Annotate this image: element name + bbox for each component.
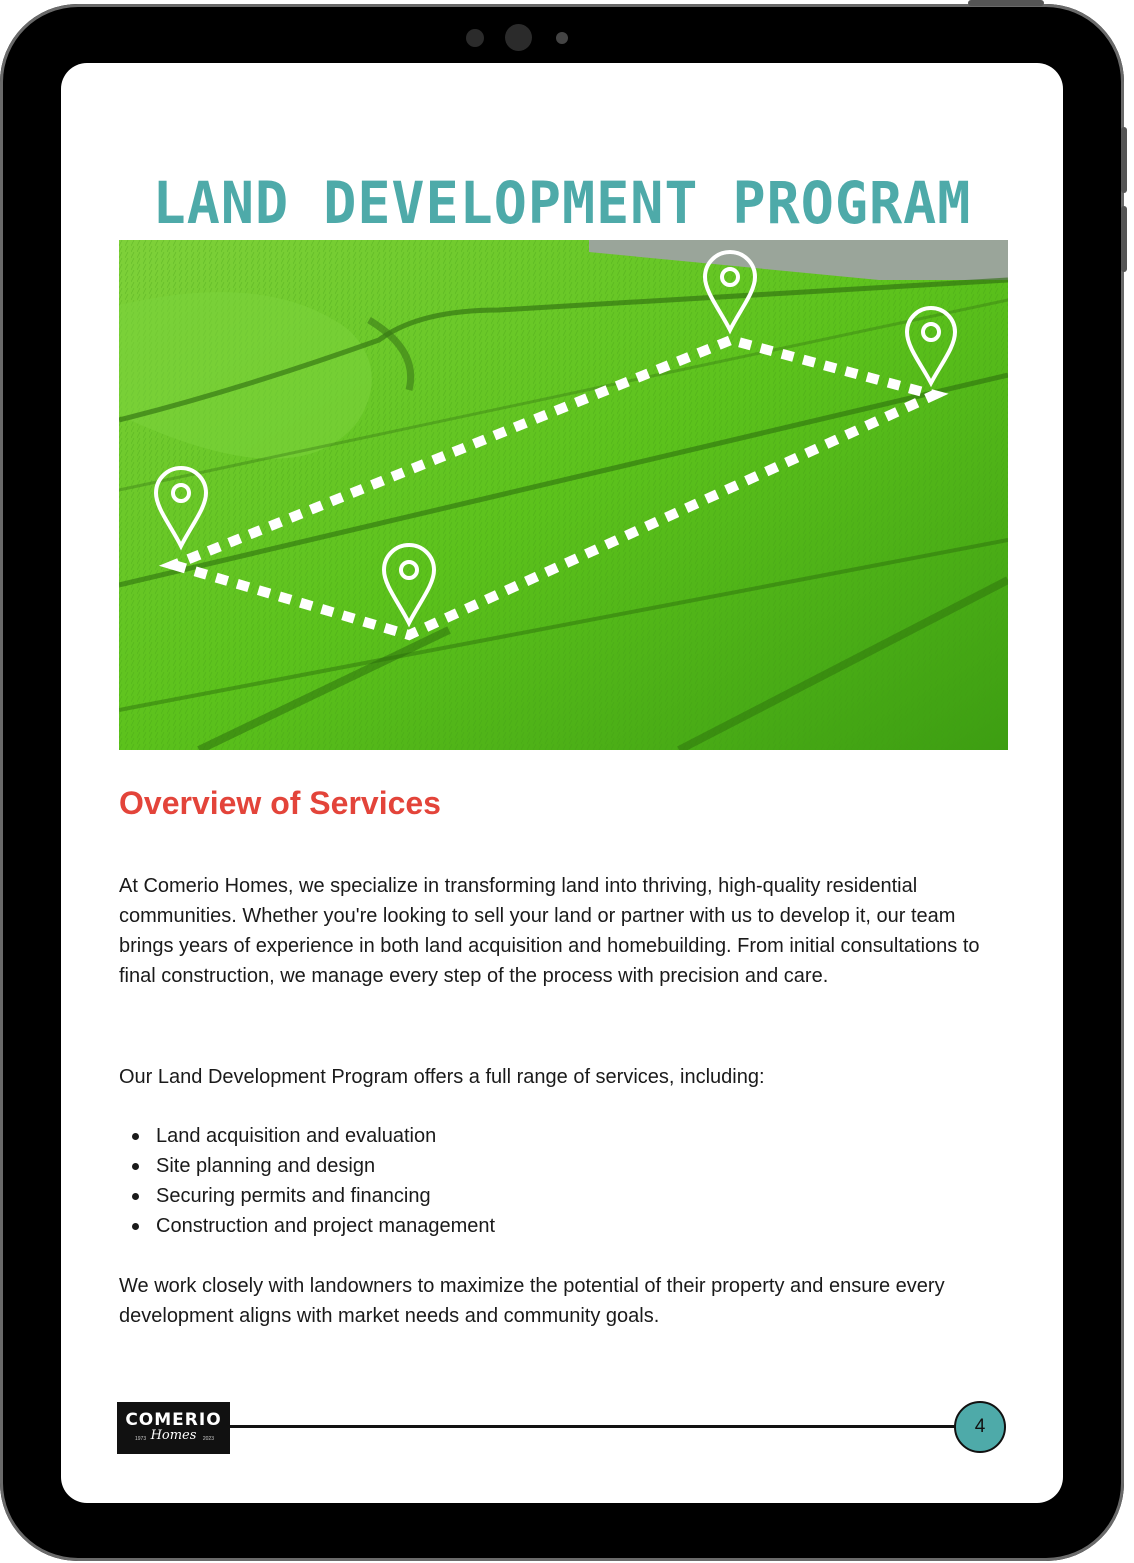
camera-lens-icon: [556, 32, 568, 44]
company-logo: [117, 1402, 230, 1454]
footer-divider: [229, 1425, 959, 1428]
logo-year-left: 1973: [135, 1436, 147, 1442]
hero-image-rice-field: [119, 240, 1008, 750]
section-heading: Overview of Services: [119, 785, 441, 821]
logo-year-right: 2023: [202, 1436, 214, 1442]
list-item: Securing permits and financing: [119, 1181, 495, 1211]
page-number-badge: 4: [954, 1401, 1006, 1453]
sensor-dot: [466, 29, 484, 47]
power-button: [968, 0, 1044, 6]
logo-script: Homes: [150, 1428, 197, 1443]
volume-down-button: [1121, 206, 1127, 272]
services-list: [119, 1121, 495, 1241]
list-item: Site planning and design: [119, 1151, 495, 1181]
logo-name: COMERIO: [125, 1410, 222, 1430]
intro-paragraph: At Comerio Homes, we specialize in transforming land into thriving, high-quality residential communities. Whether you're looking to sell your land or partner with us to develop it, our team brings years of experience in both land acquisition and homebuilding. From initial consultations to final construction, we manage every step of the process with precision and care.: [119, 875, 980, 987]
page-title: LAND DEVELOPMENT PROGRAM: [152, 169, 972, 237]
services-lead-paragraph: Our Land Development Program offers a full range of services, including:: [119, 1066, 765, 1088]
list-item: Construction and project management: [119, 1211, 495, 1241]
list-item: Land acquisition and evaluation: [119, 1121, 495, 1151]
volume-up-button: [1121, 127, 1127, 193]
front-camera: [505, 24, 532, 51]
document-page: [61, 63, 1063, 1503]
closing-paragraph: We work closely with landowners to maximize the potential of their property and ensure every development aligns with market needs and community goals.: [119, 1275, 945, 1327]
